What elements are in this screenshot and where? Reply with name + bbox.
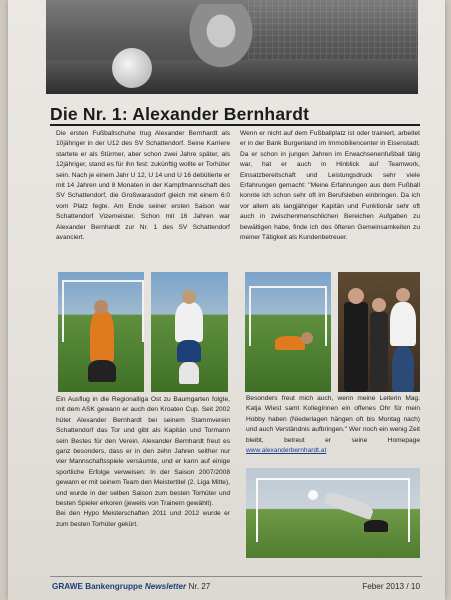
footer-publication <box>52 582 210 591</box>
footer-date-page: Feber 2013 / 10 <box>362 582 420 591</box>
article-column-left-lower <box>56 395 230 530</box>
footer-brand: GRAWE Bankengruppe <box>52 582 143 591</box>
article-column-right-lower <box>246 394 420 456</box>
photo-goalkeeper-dive <box>245 272 331 392</box>
photo-player-orange-kit <box>58 272 144 392</box>
homepage-link[interactable]: www.alexanderbernhardt.at <box>246 447 327 455</box>
hero-goalkeeper-photo <box>46 0 418 94</box>
career-paragraph: Ein Ausflug in die Regionalliga Ost zu Baumgarten folgte, mit dem ASK gewann er auch den Kroaten Cup. Seit 2002 hütet Alexander Bernhardt bei seinem Stammverein Schattendorf das Tor und gibt als Kapitän und Tormann sein Bestes für den Verein. Alexander Bernhardt freut es ganz besonders, dass er in den zehn Jahren seither nur vier Mannschaftsspiele versäumte, und er kann auf einige sportliche Erfolge verweisen: In der Saison 2007/2008 gewann er mit seinem Team den Meistertitel (2. Liga Mitte), und wurde in der selben Saison zum besten Torhüter und besten Spieler erkoren (jeweils von Trainern gewählt). <box>56 396 230 508</box>
footer-newsletter: Newsletter <box>144 582 187 591</box>
article-column-right: Wenn er nicht auf dem Fußballplatz ist oder trainiert, arbeitet er in der Bank Burgenland im Immobiliencenter in Eisenstadt. Da er schon in jungen Jahren im Erwachsenenfußball tätig war, hat er auch in Hinblick auf Teamwork, Einsatzbereitschaft und Leistungsdruck sehr viele Erfahrungen gemacht: "Meine Erfahrungen aus dem Fußball konnte ich schon sehr oft im Berufsleben einbringen. Da ich vor allem als langjähriger Kapitän und Funktionär sehr oft auch in zwischenmenschlichen Bereichen Aufgaben zu bewältigen habe, finde ich des öfteren Gemeinsamkeiten zu meiner Tätigkeit als Kundenbetreuer. <box>240 130 420 242</box>
photo-award-ceremony <box>338 272 420 392</box>
hypo-paragraph: Bei den Hypo Meisterschaften 2011 und 2012 wurde er zum besten Torhüter gekürt. <box>56 510 230 528</box>
photo-player-white-kit <box>151 272 228 392</box>
article-title: Die Nr. 1: Alexander Bernhardt <box>50 104 310 124</box>
article-column-left: Die ersten Fußballschuhe trug Alexander Bernhardt als 10jähriger in der U12 des SV Schattendorf. Seine Karriere startete er als Stürmer, aber schon zwei Jahre später, als 12jähriger, stand es für ihn fest: zukünftig wollte er Torhüter sein. Nach je einem Jahr U 12, U 14 und U 16 debütierte er mit 14 Jahren und 8 Monaten in der Kampfmannschaft des SV Schattendorf, die Großwarasdorf gleich mit einem 6:0 vom Platz fegte. Am Ende seiner ersten Saison war Schattendorf Vizemeister. Schon mit 16 Jahren war Alexander Bernhardt zur Nr. 1 des SV Schattendorf avanciert. <box>56 130 230 242</box>
title-divider <box>50 124 420 126</box>
footer-divider <box>50 576 422 577</box>
newsletter-page <box>8 0 445 600</box>
footer-issue: Nr. 27 <box>188 582 211 591</box>
photo-goalkeeper-save <box>246 468 420 558</box>
hobby-paragraph: Besonders freut mich auch, wenn meine Leiterin Mag. Katja Wiest samt KollegInnen ein offenes Ohr für mein Hobby haben (Niederlagen hängen oft bis Montag nach) und auch Verständnis aufbringen." Wer noch ein wenig Zeit bleibt, betreut er seine Homepage <box>246 395 420 444</box>
